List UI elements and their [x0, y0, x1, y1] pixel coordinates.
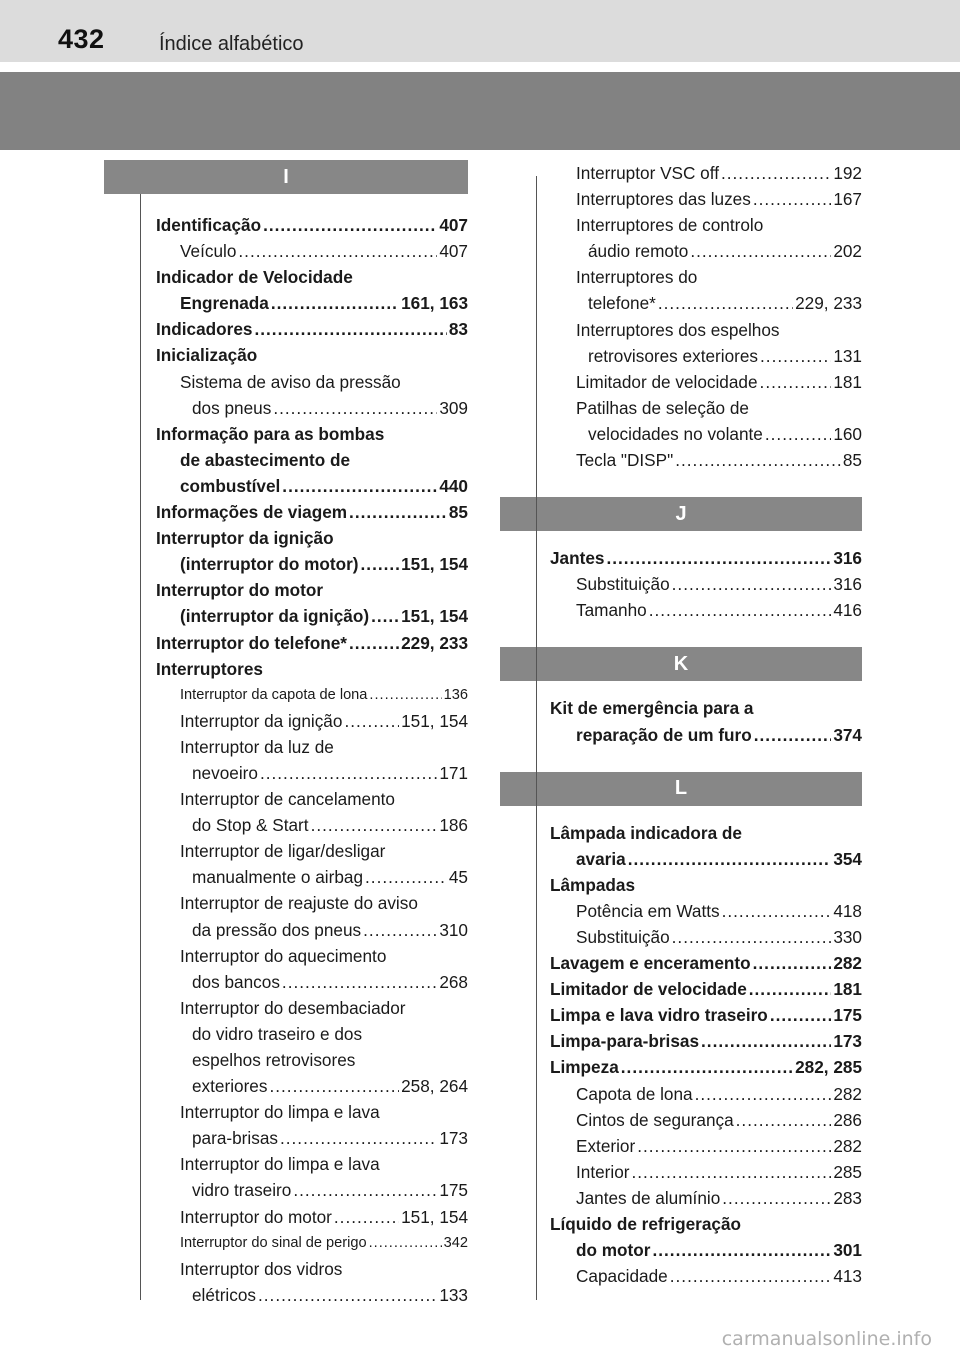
index-entry	[500, 1133, 862, 1159]
entry-pages: 374	[833, 724, 862, 745]
entry-pages: 342	[443, 1234, 468, 1251]
entry-text: Interruptor de cancelamento	[180, 789, 395, 810]
dot-leader	[749, 976, 832, 1002]
dot-leader	[721, 160, 831, 186]
dot-leader	[672, 924, 832, 950]
entry-text: Tecla "DISP"	[576, 450, 674, 471]
entry-text: Inicialização	[156, 345, 258, 366]
index-entry	[500, 290, 862, 316]
entry-text: exteriores	[192, 1076, 268, 1097]
entry-text: reparação de um furo	[576, 724, 752, 745]
dot-leader	[722, 898, 832, 924]
index-entry	[104, 316, 468, 342]
index-entry	[500, 872, 862, 898]
entry-pages: 330	[833, 926, 862, 947]
dot-leader	[334, 1204, 399, 1230]
entry-pages: 45	[448, 867, 468, 888]
index-entry	[104, 890, 468, 916]
section-band-i: I	[104, 160, 468, 194]
entry-text: Interruptor do telefone*	[156, 632, 347, 653]
entry-pages: 151, 154	[401, 554, 468, 575]
index-entry	[500, 820, 862, 846]
dot-leader	[344, 708, 399, 734]
page-number: 432	[58, 24, 105, 54]
entry-text: Interior	[576, 1161, 630, 1182]
index-list-k	[500, 695, 862, 747]
dot-leader	[282, 969, 437, 995]
index-entry	[104, 551, 468, 577]
dot-leader	[695, 1081, 832, 1107]
entry-pages: 151, 154	[401, 606, 468, 627]
index-entry	[104, 1177, 468, 1203]
index-entry	[104, 342, 468, 368]
dot-leader	[672, 571, 832, 597]
entry-pages: 85	[448, 502, 468, 523]
index-entry	[500, 545, 862, 571]
index-entry	[104, 577, 468, 603]
dot-leader	[273, 395, 437, 421]
index-entry	[104, 238, 468, 264]
index-entry	[500, 343, 862, 369]
entry-text: Limitador de velocidade	[550, 979, 747, 1000]
dot-leader	[765, 421, 831, 447]
entry-text: Interruptor da luz de	[180, 736, 334, 757]
entry-pages: 268	[439, 971, 468, 992]
index-entry	[104, 760, 468, 786]
index-entry	[104, 264, 468, 290]
entry-text: avaria	[576, 848, 626, 869]
entry-text: retrovisores exteriores	[588, 345, 759, 366]
entry-pages: 167	[833, 189, 862, 210]
index-entry	[500, 1263, 862, 1289]
entry-pages: 416	[833, 600, 862, 621]
entry-text: Interruptor do aquecimento	[180, 945, 387, 966]
entry-text: Engrenada	[180, 293, 269, 314]
dot-leader	[632, 1159, 832, 1185]
index-entry	[500, 1237, 862, 1263]
dot-leader	[349, 630, 399, 656]
entry-text: de abastecimento de	[180, 449, 351, 470]
right-column	[500, 160, 862, 1289]
left-column	[104, 160, 468, 1308]
entry-pages: 258, 264	[401, 1076, 468, 1097]
index-entry	[104, 499, 468, 525]
entry-text: Interruptores do	[576, 267, 698, 288]
header-band	[0, 72, 960, 150]
entry-text: Exterior	[576, 1135, 636, 1156]
entry-text: do vidro traseiro e dos	[192, 1023, 363, 1044]
entry-text: Informações de viagem	[156, 502, 348, 523]
dot-leader	[363, 917, 437, 943]
index-entry	[500, 722, 862, 748]
dot-leader	[282, 473, 437, 499]
index-entry	[104, 682, 468, 708]
entry-pages: 151, 154	[401, 710, 468, 731]
dot-leader	[637, 1133, 831, 1159]
dot-leader	[754, 722, 832, 748]
entry-text: Interruptores das luzes	[576, 189, 751, 210]
entry-text: Tamanho	[576, 600, 647, 621]
column-divider-right	[536, 176, 537, 1300]
entry-text: Substituição	[576, 926, 670, 947]
dot-leader	[753, 950, 832, 976]
index-entry	[104, 1230, 468, 1256]
entry-pages: 282	[833, 953, 862, 974]
dot-leader	[293, 1177, 437, 1203]
entry-text: Interruptores de controlo	[576, 215, 764, 236]
index-entry	[104, 1282, 468, 1308]
index-entry	[104, 447, 468, 473]
entry-pages: 161, 163	[401, 293, 468, 314]
entry-text: Interruptor da ignição	[156, 528, 334, 549]
entry-text: (interruptor da ignição)	[180, 606, 370, 627]
entry-pages: 286	[833, 1109, 862, 1130]
index-entry	[500, 212, 862, 238]
entry-text: da pressão dos pneus	[192, 919, 362, 940]
entry-pages: 282, 285	[795, 1057, 862, 1078]
entry-text: Indicador de Velocidade	[156, 267, 353, 288]
entry-text: Jantes de alumínio	[576, 1187, 721, 1208]
index-entry	[500, 238, 862, 264]
index-entry	[104, 995, 468, 1021]
index-list-l	[500, 820, 862, 1290]
entry-text: telefone*	[588, 293, 656, 314]
index-entry	[104, 1073, 468, 1099]
index-entry	[104, 1047, 468, 1073]
index-entry	[104, 630, 468, 656]
entry-text: Limpa e lava vidro traseiro	[550, 1005, 768, 1026]
dot-leader	[269, 1073, 399, 1099]
index-entry	[104, 395, 468, 421]
index-entry	[500, 264, 862, 290]
index-entry	[104, 473, 468, 499]
entry-text: Jantes	[550, 548, 605, 569]
entry-text: Interruptores dos espelhos	[576, 319, 780, 340]
index-entry	[104, 734, 468, 760]
entry-pages: 418	[833, 900, 862, 921]
entry-pages: 354	[833, 848, 862, 869]
dot-leader	[258, 1282, 437, 1308]
section-band-k: K	[500, 647, 862, 681]
entry-pages: 285	[833, 1161, 862, 1182]
entry-text: dos pneus	[192, 397, 272, 418]
entry-text: Interruptores	[156, 658, 263, 679]
section-band-j: J	[500, 497, 862, 531]
entry-pages: 192	[833, 163, 862, 183]
entry-pages: 181	[833, 979, 862, 1000]
section-band-l: L	[500, 772, 862, 806]
index-entry	[104, 943, 468, 969]
entry-text: Capacidade	[576, 1266, 668, 1287]
entry-pages: 229, 233	[795, 293, 862, 314]
index-entry	[104, 969, 468, 995]
entry-text: Informação para as bombas	[156, 423, 385, 444]
entry-pages: 175	[439, 1180, 468, 1201]
dot-leader	[349, 499, 447, 525]
index-entry	[104, 812, 468, 838]
dot-leader	[628, 846, 832, 872]
dot-leader	[254, 316, 446, 342]
index-entry	[104, 290, 468, 316]
index-entry	[104, 1151, 468, 1177]
dot-leader	[365, 864, 447, 890]
index-entry	[500, 898, 862, 924]
entry-pages: 413	[833, 1266, 862, 1287]
dot-leader	[369, 1230, 442, 1256]
entry-pages: 316	[833, 548, 862, 569]
entry-pages: 283	[833, 1187, 862, 1208]
entry-text: Kit de emergência para a	[550, 698, 754, 719]
dot-leader	[690, 238, 831, 264]
index-entry	[500, 1185, 862, 1211]
dot-leader	[652, 1237, 831, 1263]
index-entry	[500, 846, 862, 872]
entry-text: Cintos de segurança	[576, 1109, 734, 1130]
entry-pages: 151, 154	[401, 1206, 468, 1227]
entry-pages: 309	[439, 397, 468, 418]
dot-leader	[263, 212, 437, 238]
entry-text: manualmente o airbag	[192, 867, 364, 888]
entry-text: Lâmpadas	[550, 874, 636, 895]
entry-text: Interruptor do limpa e lava	[180, 1102, 380, 1123]
dot-leader	[606, 545, 831, 571]
entry-pages: 186	[439, 815, 468, 836]
entry-pages: 310	[439, 919, 468, 940]
entry-pages: 83	[448, 319, 468, 340]
entry-text: vidro traseiro	[192, 1180, 292, 1201]
index-list-left	[104, 212, 468, 1308]
entry-text: Interruptor do motor	[180, 1206, 332, 1227]
entry-text: Interruptor do desembaciador	[180, 997, 406, 1018]
entry-pages: 202	[833, 241, 862, 262]
index-entry	[500, 395, 862, 421]
index-entry	[104, 864, 468, 890]
entry-text: Líquido de refrigeração	[550, 1214, 742, 1234]
entry-text: elétricos	[192, 1284, 256, 1305]
entry-text: velocidades no volante	[588, 423, 763, 444]
index-entry	[500, 1211, 862, 1237]
index-entry	[104, 212, 468, 238]
dot-leader	[753, 186, 831, 212]
dot-leader	[675, 447, 841, 473]
entry-pages: 173	[439, 1128, 468, 1149]
entry-pages: 407	[439, 241, 468, 262]
entry-text: Patilhas de seleção de	[576, 397, 749, 418]
entry-pages: 85	[842, 450, 862, 471]
entry-text: Interruptor do motor	[156, 580, 324, 601]
entry-pages: 131	[833, 345, 862, 366]
entry-text: Interruptor da ignição	[180, 710, 343, 731]
entry-pages: 229, 233	[401, 632, 468, 653]
dot-leader	[760, 369, 832, 395]
index-list-continuation	[500, 160, 862, 473]
entry-pages: 282	[833, 1135, 862, 1156]
entry-text: Capota de lona	[576, 1083, 693, 1104]
entry-pages: 181	[833, 371, 862, 392]
entry-pages: 173	[833, 1031, 862, 1052]
dot-leader	[361, 551, 400, 577]
index-entry	[104, 1099, 468, 1125]
index-entry	[500, 695, 862, 721]
header-bar	[0, 0, 960, 62]
dot-leader	[770, 1002, 832, 1028]
entry-pages: 160	[833, 423, 862, 444]
entry-text: Interruptor da capota de lona	[180, 686, 368, 703]
entry-text: Interruptor de reajuste do aviso	[180, 893, 418, 914]
dot-leader	[722, 1185, 831, 1211]
index-entry	[104, 1125, 468, 1151]
page-title: Índice alfabético	[159, 33, 304, 55]
entry-pages: 301	[833, 1240, 862, 1261]
entry-text: Veículo	[180, 241, 237, 262]
entry-text: Interruptor VSC off	[576, 163, 719, 183]
entry-text: áudio remoto	[588, 241, 689, 262]
dot-leader	[260, 760, 437, 786]
entry-pages: 136	[443, 686, 468, 703]
dot-leader	[371, 603, 399, 629]
entry-text: espelhos retrovisores	[192, 1050, 356, 1070]
entry-text: Lâmpada indicadora de	[550, 822, 742, 843]
entry-text: Potência em Watts	[576, 900, 720, 921]
dot-leader	[238, 238, 437, 264]
dot-leader	[621, 1054, 793, 1080]
entry-text: do Stop & Start	[192, 815, 309, 836]
entry-text: Limitador de velocidade	[576, 371, 758, 392]
entry-text: Interruptor dos vidros	[180, 1258, 343, 1279]
index-entry	[104, 1256, 468, 1282]
index-entry	[500, 976, 862, 1002]
index-entry	[500, 369, 862, 395]
dot-leader	[271, 290, 399, 316]
entry-text: para-brisas	[192, 1128, 278, 1149]
entry-text: (interruptor do motor)	[180, 554, 359, 575]
dot-leader	[369, 682, 441, 708]
index-entry	[500, 421, 862, 447]
column-divider-left	[140, 194, 141, 1300]
dot-leader	[311, 812, 438, 838]
dot-leader	[760, 343, 831, 369]
dot-leader	[280, 1125, 437, 1151]
entry-text: nevoeiro	[192, 762, 258, 783]
entry-pages: 407	[439, 215, 468, 235]
entry-text: dos bancos	[192, 971, 280, 992]
entry-pages: 282	[833, 1083, 862, 1104]
index-entry	[500, 447, 862, 473]
index-entry	[500, 186, 862, 212]
index-entry	[104, 421, 468, 447]
entry-text: Identificação	[156, 215, 262, 235]
entry-text: Interruptor do limpa e lava	[180, 1154, 380, 1175]
index-entry	[500, 950, 862, 976]
entry-pages: 175	[833, 1005, 862, 1026]
watermark: carmanualsonline.info	[721, 1328, 932, 1350]
entry-pages: 133	[439, 1284, 468, 1305]
index-entry	[104, 656, 468, 682]
index-entry	[104, 525, 468, 551]
dot-leader	[701, 1028, 831, 1054]
entry-pages: 440	[439, 475, 468, 496]
entry-text: Sistema de aviso da pressão	[180, 371, 401, 392]
index-entry	[500, 1081, 862, 1107]
index-entry	[104, 786, 468, 812]
index-entry	[500, 1107, 862, 1133]
entry-text: Limpa-para-brisas	[550, 1031, 700, 1052]
index-entry	[500, 160, 862, 186]
entry-text: do motor	[576, 1240, 651, 1261]
index-entry	[104, 1204, 468, 1230]
dot-leader	[736, 1107, 832, 1133]
entry-text: Substituição	[576, 574, 670, 595]
entry-text: Indicadores	[156, 319, 253, 340]
index-entry	[500, 1054, 862, 1080]
dot-leader	[670, 1263, 832, 1289]
index-entry	[500, 1002, 862, 1028]
entry-pages: 316	[833, 574, 862, 595]
entry-pages: 171	[439, 762, 468, 783]
index-entry	[500, 597, 862, 623]
dot-leader	[658, 290, 793, 316]
entry-text: Lavagem e enceramento	[550, 953, 751, 974]
index-entry	[104, 917, 468, 943]
index-entry	[500, 317, 862, 343]
index-entry	[500, 571, 862, 597]
index-entry	[500, 1159, 862, 1185]
index-entry	[104, 1021, 468, 1047]
index-entry	[500, 1028, 862, 1054]
index-list-j	[500, 545, 862, 623]
index-entry	[104, 838, 468, 864]
entry-text: Interruptor de ligar/desligar	[180, 841, 386, 862]
dot-leader	[649, 597, 832, 623]
entry-text: combustível	[180, 475, 281, 496]
index-entry	[104, 603, 468, 629]
entry-text: Limpeza	[550, 1057, 619, 1078]
index-entry	[500, 924, 862, 950]
entry-text: Interruptor do sinal de perigo	[180, 1234, 367, 1251]
index-entry	[104, 369, 468, 395]
index-entry	[104, 708, 468, 734]
